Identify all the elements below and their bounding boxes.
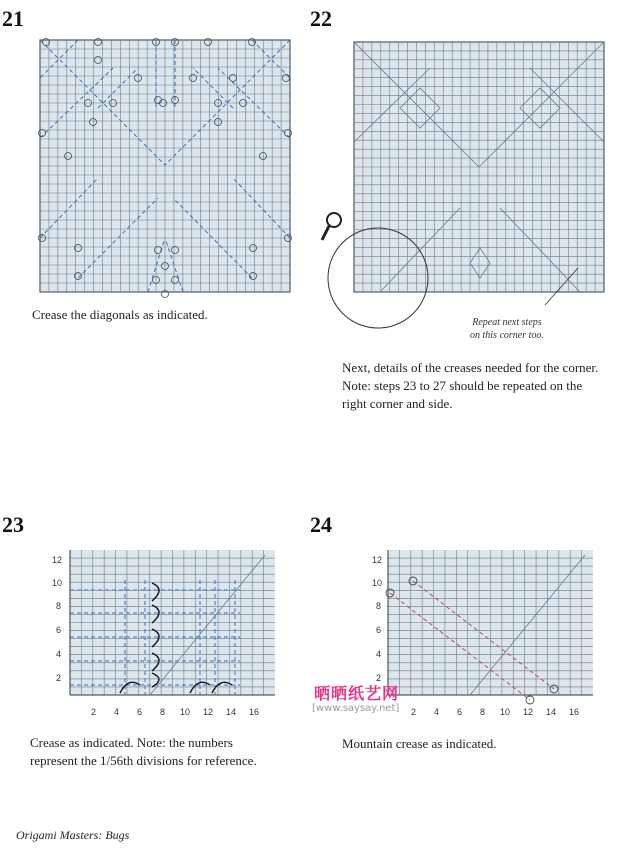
x-tick: 4 — [114, 707, 120, 717]
x-tick: 10 — [500, 707, 511, 717]
step-23-number: 23 — [2, 512, 24, 537]
y-tick: 8 — [56, 601, 62, 611]
step-22-diagram — [320, 38, 620, 358]
x-tick: 4 — [434, 707, 440, 717]
step-23-caption-line-1: Crease as indicated. Note: the numbers — [30, 735, 233, 750]
step-23-caption-line-2: represent the 1/56th divisions for reference. — [30, 753, 257, 768]
footer-book-title: Origami Masters: Bugs — [16, 828, 130, 842]
step-21-number: 21 — [2, 6, 24, 31]
x-tick: 12 — [523, 707, 534, 717]
step-23-x-ticks — [91, 707, 259, 717]
step-24-number: 24 — [310, 512, 332, 537]
y-tick: 6 — [56, 625, 62, 635]
y-tick: 4 — [56, 649, 62, 659]
step-21-diagram — [38, 38, 298, 300]
x-tick: 2 — [411, 707, 417, 717]
y-tick: 4 — [376, 649, 382, 659]
y-tick: 6 — [376, 625, 382, 635]
y-tick: 12 — [372, 555, 383, 565]
step-24-x-ticks — [411, 707, 579, 717]
x-tick: 14 — [546, 707, 557, 717]
watermark-title: 晒晒纸艺网 — [314, 684, 400, 703]
x-tick: 2 — [91, 707, 97, 717]
x-tick: 6 — [457, 707, 463, 717]
step-21-caption: Crease the diagonals as indicated. — [32, 307, 208, 322]
magnifier-icon — [322, 213, 341, 240]
step-23-diagram — [40, 545, 280, 725]
x-tick: 8 — [480, 707, 486, 717]
step-22-caption — [342, 359, 598, 413]
step-24-caption: Mountain crease as indicated. — [342, 736, 497, 751]
y-tick: 10 — [52, 578, 63, 588]
step-22-note-line-1: Repeat next steps — [472, 317, 542, 328]
y-tick: 8 — [376, 601, 382, 611]
y-tick: 2 — [376, 673, 382, 683]
step-22-note-line-2: on this corner too. — [470, 330, 544, 341]
step-23-y-ticks — [52, 555, 62, 683]
x-tick: 8 — [160, 707, 166, 717]
x-tick: 16 — [249, 707, 260, 717]
step-22-caption-line-1: Next, details of the creases needed for the corner. — [342, 360, 599, 375]
y-tick: 10 — [372, 578, 383, 588]
y-tick: 12 — [52, 555, 63, 565]
x-tick: 10 — [180, 707, 191, 717]
step-22-caption-line-2: Note: steps 23 to 27 should be repeated on the — [342, 378, 583, 393]
x-tick: 6 — [137, 707, 143, 717]
step-22-number: 22 — [310, 6, 332, 31]
y-tick: 2 — [56, 673, 62, 683]
x-tick: 14 — [226, 707, 237, 717]
step-22-caption-line-3: right corner and side. — [342, 396, 453, 411]
x-tick: 16 — [569, 707, 580, 717]
step-24-y-ticks — [372, 555, 382, 683]
x-tick: 12 — [203, 707, 214, 717]
watermark-url: [www.saysay.net] — [312, 703, 400, 714]
step-23-caption — [30, 734, 257, 770]
step-22-note — [470, 316, 544, 342]
